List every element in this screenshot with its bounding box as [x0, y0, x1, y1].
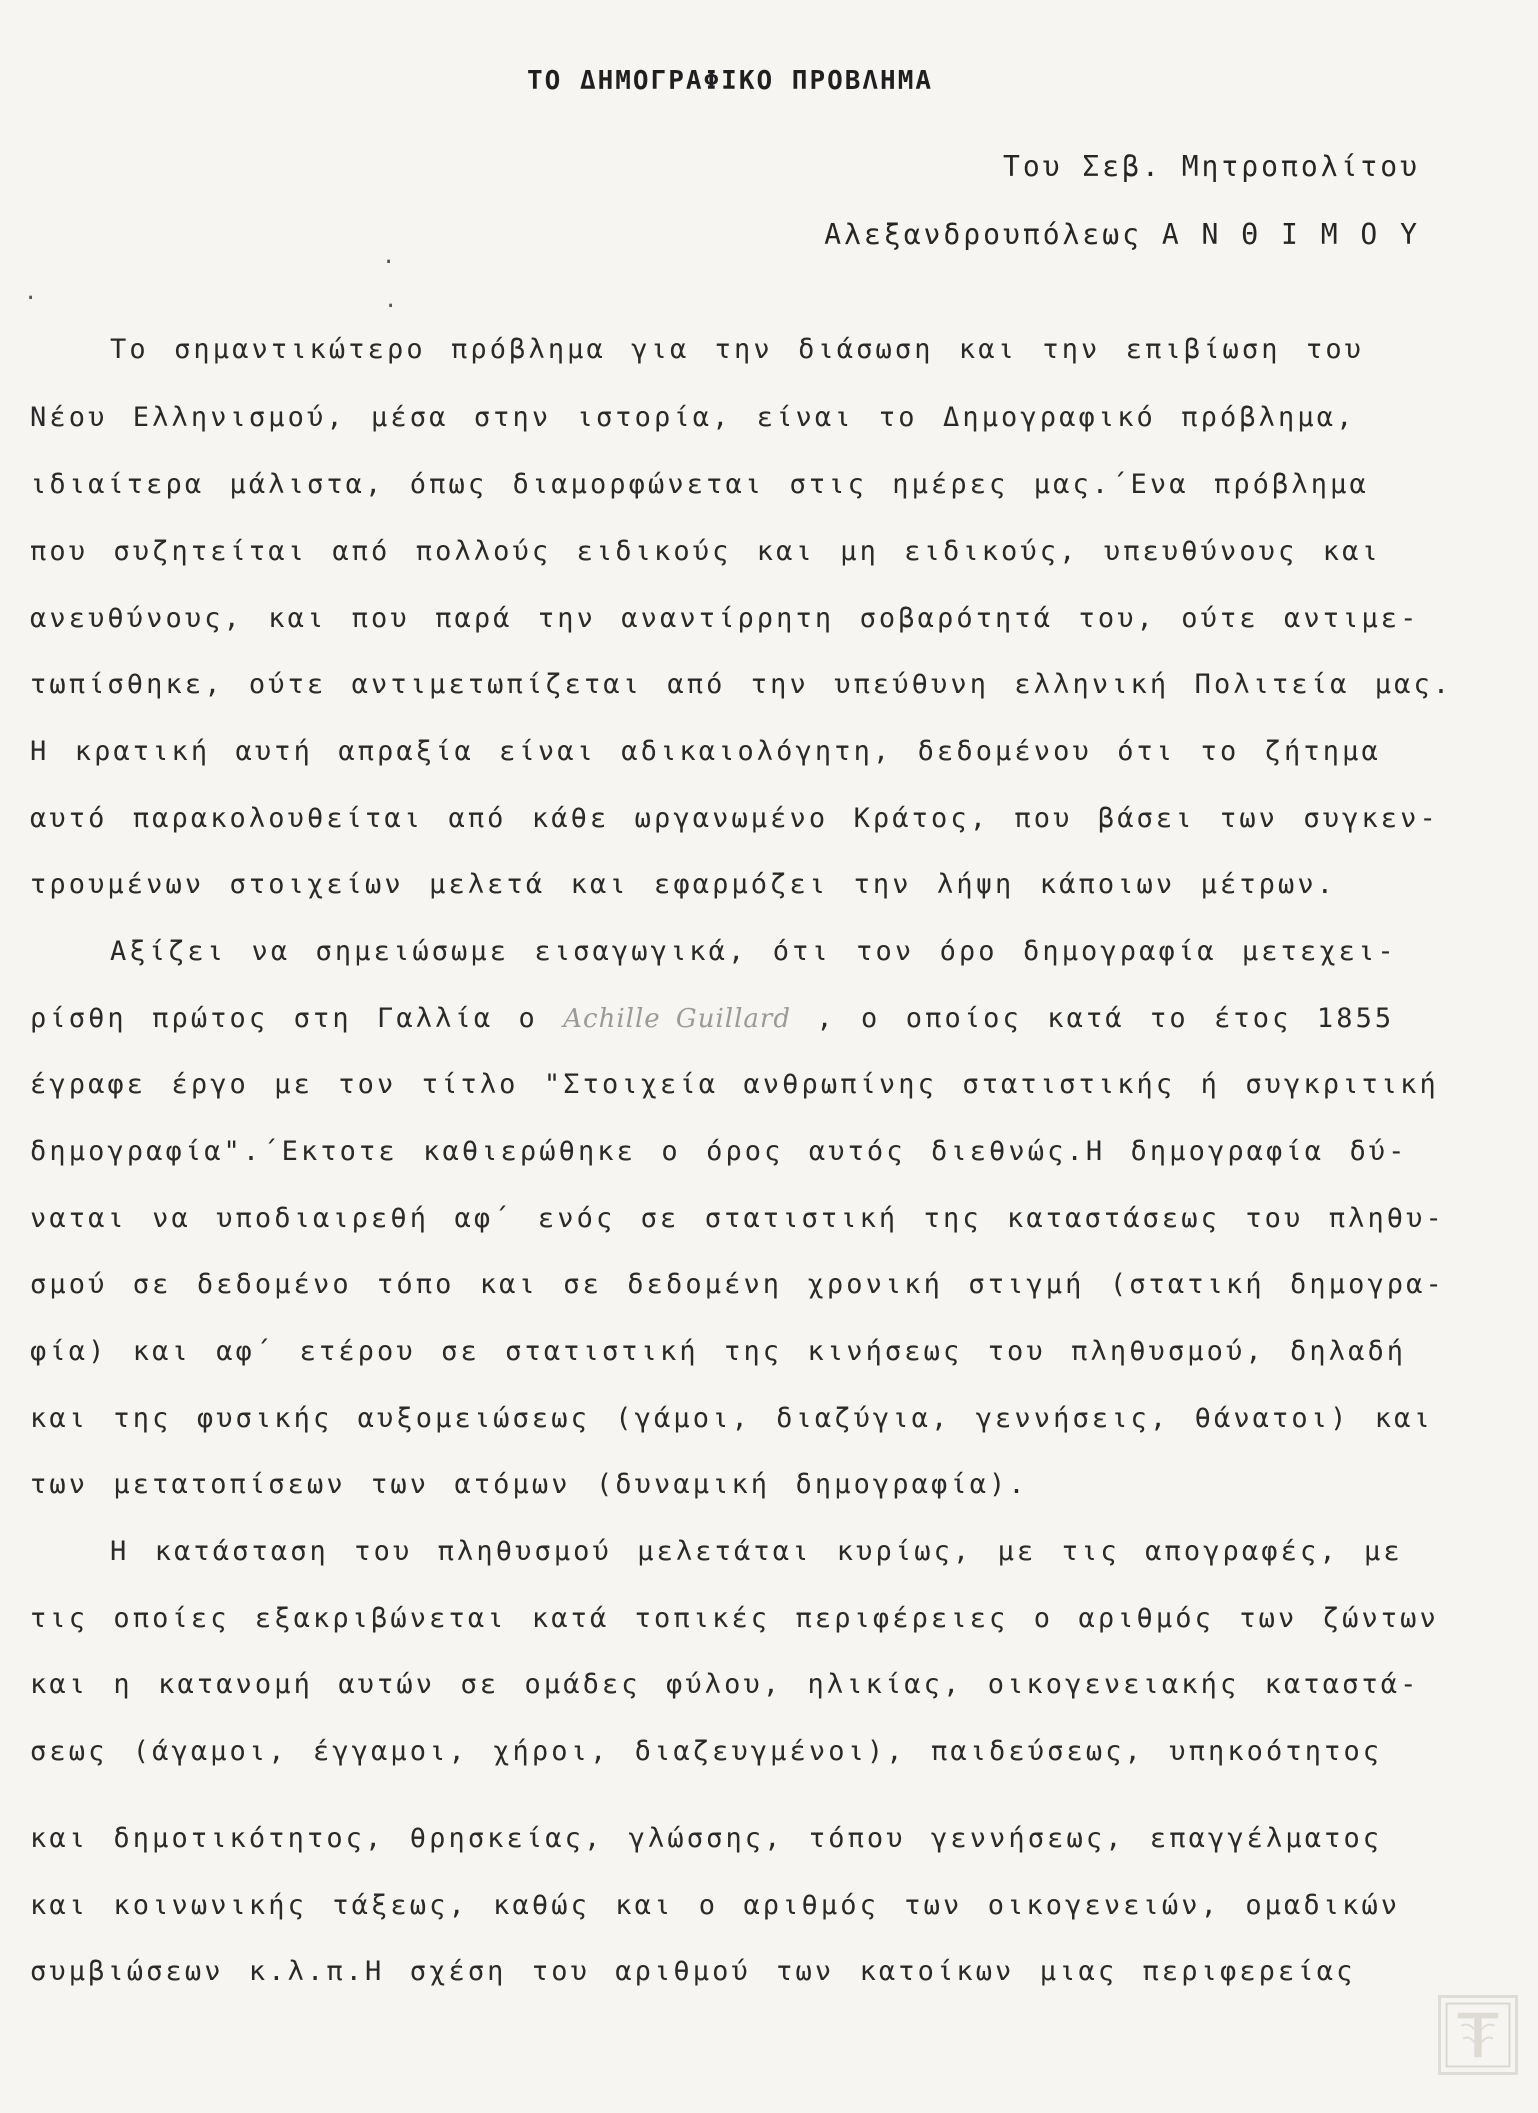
text-line: σεως (άγαμοι, έγγαμοι, χήροι, διαζευγμένοι), παιδεύσεως, υπηκοότητος — [30, 1736, 1383, 1767]
text-line: φία) και αφ΄ ετέρου σε στατιστική της κινήσεως του πληθυσμού, δηλαδή — [30, 1336, 1407, 1367]
text-line: ιδιαίτερα μάλιστα, όπως διαμορφώνεται στις ημέρες μας.΄Ενα πρόβλημα — [30, 469, 1369, 500]
archive-logo-watermark — [1438, 1995, 1518, 2075]
scan-speck: · — [384, 294, 398, 319]
text-line: έγραφε έργο με τον τίτλο "Στοιχεία ανθρωπίνης στατιστικής ή συγκριτική — [30, 1069, 1439, 1100]
scan-speck: · — [382, 250, 396, 275]
text-line: Η κατάσταση του πληθυσμού μελετάται κυρίως, με τις απογραφές, με — [110, 1536, 1403, 1567]
archive-logo-icon — [1441, 1998, 1515, 2072]
text-line: συμβιώσεων κ.λ.π.Η σχέση του αριθμού των κατοίκων μιας περιφερείας — [30, 1956, 1356, 1987]
text-line: και δημοτικότητος, θρησκείας, γλώσσης, τόπου γεννήσεως, επαγγέλματος — [30, 1823, 1383, 1854]
text-fragment: , ο οποίος κατά το έτος 1855 — [816, 1003, 1395, 1034]
handwritten-name: Achille Guillard — [563, 1004, 791, 1034]
text-line: Αξίζει να σημειώσωμε εισαγωγικά, ότι τον όρο δημογραφία μετεχει- — [110, 936, 1397, 967]
text-line: και η κατανομή αυτών σε ομάδες φύλου, ηλικίας, οικογενειακής καταστά- — [30, 1669, 1420, 1700]
text-fragment: ρίσθη πρώτος στη Γαλλία ο — [30, 1003, 538, 1034]
text-line: τωπίσθηκε, ούτε αντιμετωπίζεται από την υπεύθυνη ελληνική Πολιτεία μας. — [30, 669, 1453, 700]
text-line: αυτό παρακολουθείται από κάθε ωργανωμένο Κράτος, που βάσει των συγκεν- — [30, 803, 1439, 834]
text-line: τρουμένων στοιχείων μελετά και εφαρμόζει την λήψη κάποιων μέτρων. — [30, 869, 1337, 900]
text-line: ανευθύνους, και που παρά την αναντίρρητη σοβαρότητά του, ούτε αντιμε- — [30, 603, 1420, 634]
text-line: Το σημαντικώτερο πρόβλημα για την διάσωση και την επιβίωση του — [110, 334, 1365, 365]
scan-speck: · — [24, 286, 38, 311]
text-line: σμού σε δεδομένο τόπο και σε δεδομένη χρονική στιγμή (στατική δημογρα- — [30, 1269, 1445, 1300]
text-line: τις οποίες εξακριβώνεται κατά τοπικές περιφέρειες ο αριθμός των ζώντων — [30, 1603, 1439, 1634]
text-line: Νέου Ελληνισμού, μέσα στην ιστορία, είναι το Δημογραφικό πρόβλημα, — [30, 402, 1356, 433]
text-line: και κοινωνικής τάξεως, καθώς και ο αριθμός των οικογενειών, ομαδικών — [30, 1890, 1401, 1921]
text-line: των μετατοπίσεων των ατόμων (δυναμική δημογραφία). — [30, 1469, 1028, 1500]
author-line-name: Αλεξανδρουπόλεως Α Ν Θ Ι Μ Ο Υ — [824, 218, 1420, 251]
text-line: και της φυσικής αυξομειώσεως (γάμοι, διαζύγια, γεννήσεις, θάνατοι) και — [30, 1403, 1433, 1434]
document-title: ΤΟ ΔΗΜΟΓΡΑΦΙΚΟ ΠΡΟΒΛΗΜΑ — [526, 66, 934, 96]
text-line: Η κρατική αυτή απραξία είναι αδικαιολόγητη, δεδομένου ότι το ζήτημα — [30, 736, 1381, 767]
text-line-with-name — [30, 1003, 1394, 1034]
author-line-title: Του Σεβ. Μητροπολίτου — [1002, 150, 1420, 183]
text-line: που συζητείται από πολλούς ειδικούς και μη ειδικούς, υπευθύνους και — [30, 536, 1381, 567]
text-line: δημογραφία".΄Εκτοτε καθιερώθηκε ο όρος αυτός διεθνώς.Η δημογραφία δύ- — [30, 1136, 1408, 1167]
text-line: ναται να υποδιαιρεθή αφ΄ ενός σε στατιστική της καταστάσεως του πληθυ- — [30, 1203, 1445, 1234]
